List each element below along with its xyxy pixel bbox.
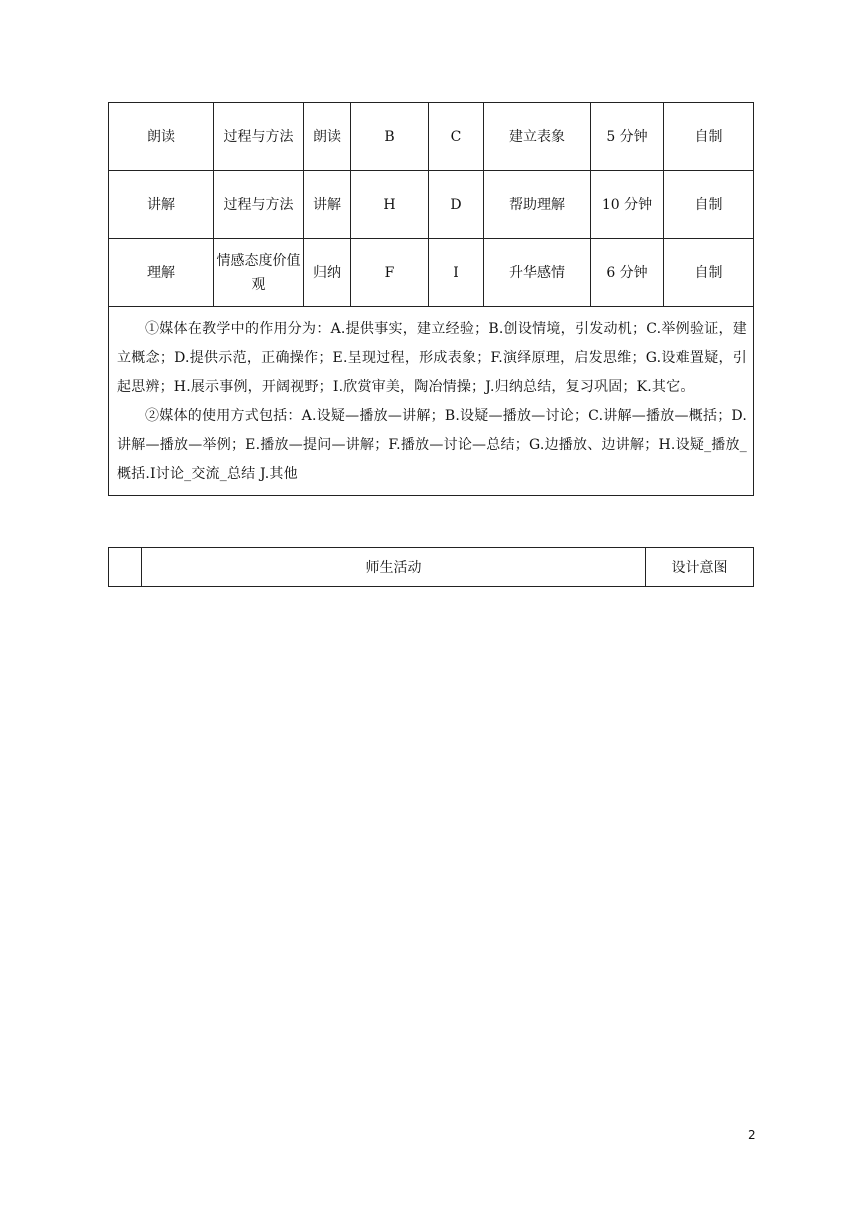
- cell-source: 自制: [664, 239, 754, 307]
- cell-use: C: [429, 103, 484, 171]
- table-row: [109, 171, 754, 239]
- cell-time: 6 分钟: [591, 239, 664, 307]
- table-row: [109, 103, 754, 171]
- cell-goal: 情感态度价值观: [214, 239, 304, 307]
- cell-point: 理解: [109, 239, 214, 307]
- cell-effect: 升华感情: [484, 239, 591, 307]
- activities-header: 师生活动: [142, 548, 646, 587]
- activity-table: [108, 547, 754, 587]
- cell-effect: 建立表象: [484, 103, 591, 171]
- cell-use: D: [429, 171, 484, 239]
- cell-point: 讲解: [109, 171, 214, 239]
- intent-header: 设计意图: [646, 548, 754, 587]
- cell-type: B: [351, 103, 429, 171]
- cell-type: F: [351, 239, 429, 307]
- cell-method: 讲解: [304, 171, 351, 239]
- cell-goal: 过程与方法: [214, 103, 304, 171]
- blank-cell: [109, 548, 142, 587]
- notes-row: [109, 307, 754, 496]
- cell-source: 自制: [664, 171, 754, 239]
- page-number: 2: [748, 1128, 756, 1142]
- cell-time: 5 分钟: [591, 103, 664, 171]
- media-table: [108, 102, 754, 496]
- media-function-note: ①媒体在教学中的作用分为：A.提供事实，建立经验；B.创设情境，引发动机；C.举例验证，建立概念；D.提供示范，正确操作；E.呈现过程，形成表象；F.演绎原理，启发思维；G.设难置疑，引起思辨；H.展示事例，开阔视野；I.欣赏审美，陶冶情操；J.归纳总结，复习巩固；K.其它。: [117, 321, 747, 395]
- cell-type: H: [351, 171, 429, 239]
- notes-cell: [109, 307, 754, 496]
- cell-goal: 过程与方法: [214, 171, 304, 239]
- table-row: [109, 239, 754, 307]
- cell-time: 10 分钟: [591, 171, 664, 239]
- cell-effect: 帮助理解: [484, 171, 591, 239]
- activity-header-row: [109, 548, 754, 587]
- cell-source: 自制: [664, 103, 754, 171]
- cell-method: 朗读: [304, 103, 351, 171]
- cell-point: 朗读: [109, 103, 214, 171]
- cell-use: I: [429, 239, 484, 307]
- cell-method: 归纳: [304, 239, 351, 307]
- media-usage-note: ②媒体的使用方式包括：A.设疑—播放—讲解；B.设疑—播放—讨论；C.讲解—播放—概括；D.讲解—播放—举例；E.播放—提问—讲解；F.播放—讨论—总结；G.边播放、边讲解；H.设疑_播放_概括.I讨论_交流_总结 J.其他: [117, 408, 747, 482]
